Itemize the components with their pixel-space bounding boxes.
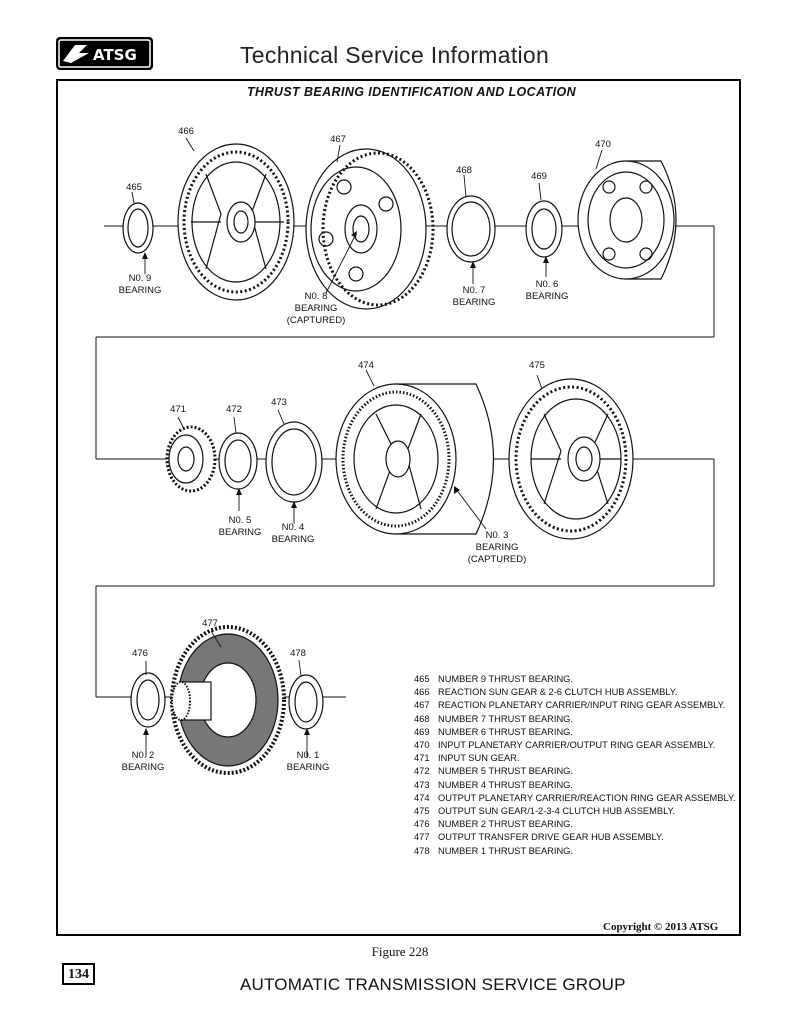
callout-476: 476: [132, 648, 148, 659]
bearing-label-8: N0. 8 BEARING (CAPTURED): [286, 291, 346, 326]
legend-item: 476 NUMBER 2 THRUST BEARING.: [414, 819, 573, 830]
callout-475: 475: [529, 360, 545, 371]
part-471-input-sun-gear: [167, 427, 215, 491]
callout-478: 478: [290, 648, 306, 659]
part-476-bearing: [131, 673, 165, 727]
part-472-bearing: [219, 433, 257, 489]
legend-item: 468 NUMBER 7 THRUST BEARING.: [414, 713, 573, 724]
callout-469: 469: [531, 171, 547, 182]
legend-item: 473 NUMBER 4 THRUST BEARING.: [414, 779, 573, 790]
legend-item: 478 NUMBER 1 THRUST BEARING.: [414, 845, 573, 856]
callout-466: 466: [178, 126, 194, 137]
legend-item: 469 NUMBER 6 THRUST BEARING.: [414, 726, 573, 737]
bearing-label-4: N0. 4 BEARING: [271, 522, 315, 545]
bearing-label-1: N0. 1 BEARING: [286, 750, 330, 773]
bearing-label-7: N0. 7 BEARING: [452, 285, 496, 308]
callout-473: 473: [271, 397, 287, 408]
figure-caption: Figure 228: [371, 944, 429, 959]
legend-item: 471 INPUT SUN GEAR.: [414, 753, 520, 764]
callout-471: 471: [170, 404, 186, 415]
legend-item: 470 INPUT PLANETARY CARRIER/OUTPUT RING GEAR ASSEMBLY.: [414, 740, 716, 751]
page-title: Technical Service Information: [240, 42, 550, 68]
part-470-input-carrier: [578, 161, 676, 279]
legend-item: 474 OUTPUT PLANETARY CARRIER/REACTION RING GEAR ASSEMBLY.: [414, 792, 736, 803]
legend-item: 472 NUMBER 5 THRUST BEARING.: [414, 766, 573, 777]
part-467-planetary-carrier: [306, 149, 433, 309]
part-474-output-carrier: [336, 384, 494, 534]
atsg-logo: [55, 36, 154, 71]
organization-name: AUTOMATIC TRANSMISSION SERVICE GROUP: [240, 975, 626, 994]
part-475-output-sun-gear-hub: [509, 379, 633, 539]
part-468-bearing: [447, 196, 495, 262]
svg-text:ATSG: ATSG: [93, 46, 137, 64]
copyright-notice: Copyright © 2013 ATSG: [603, 921, 719, 933]
bearing-label-5: N0. 5 BEARING: [218, 515, 262, 538]
callout-470: 470: [595, 139, 611, 150]
part-478-bearing: [289, 675, 323, 729]
parts-legend: [414, 673, 736, 858]
diagram-subtitle: THRUST BEARING IDENTIFICATION AND LOCATION: [247, 85, 577, 99]
legend-item: 475 OUTPUT SUN GEAR/1-2-3-4 CLUTCH HUB ASSEMBLY.: [414, 806, 676, 817]
callout-477: 477: [202, 618, 218, 629]
part-465-bearing: [123, 203, 153, 253]
legend-item: 465 NUMBER 9 THRUST BEARING.: [414, 674, 573, 684]
callout-465: 465: [126, 182, 142, 193]
legend-item: 466 REACTION SUN GEAR & 2-6 CLUTCH HUB ASSEMBLY.: [414, 687, 678, 698]
legend-item: 477 OUTPUT TRANSFER DRIVE GEAR HUB ASSEMBLY.: [414, 832, 664, 843]
callout-472: 472: [226, 404, 242, 415]
bearing-label-2: N0. 2 BEARING: [121, 750, 165, 773]
part-466-sun-gear-hub: [178, 144, 294, 300]
page-number: 134: [62, 963, 95, 985]
callout-467: 467: [330, 134, 346, 145]
bearing-label-6: N0. 6 BEARING: [525, 279, 569, 302]
legend-item: 467 REACTION PLANETARY CARRIER/INPUT RING GEAR ASSEMBLY.: [414, 700, 726, 711]
part-469-bearing: [526, 201, 562, 257]
bearing-label-9: N0. 9 BEARING: [118, 273, 162, 296]
part-477-transfer-drive-gear: [172, 627, 284, 773]
bearing-label-3: N0. 3 BEARING (CAPTURED): [467, 530, 527, 565]
callout-474: 474: [358, 360, 374, 371]
part-473-bearing: [266, 422, 322, 502]
callout-468: 468: [456, 165, 472, 176]
